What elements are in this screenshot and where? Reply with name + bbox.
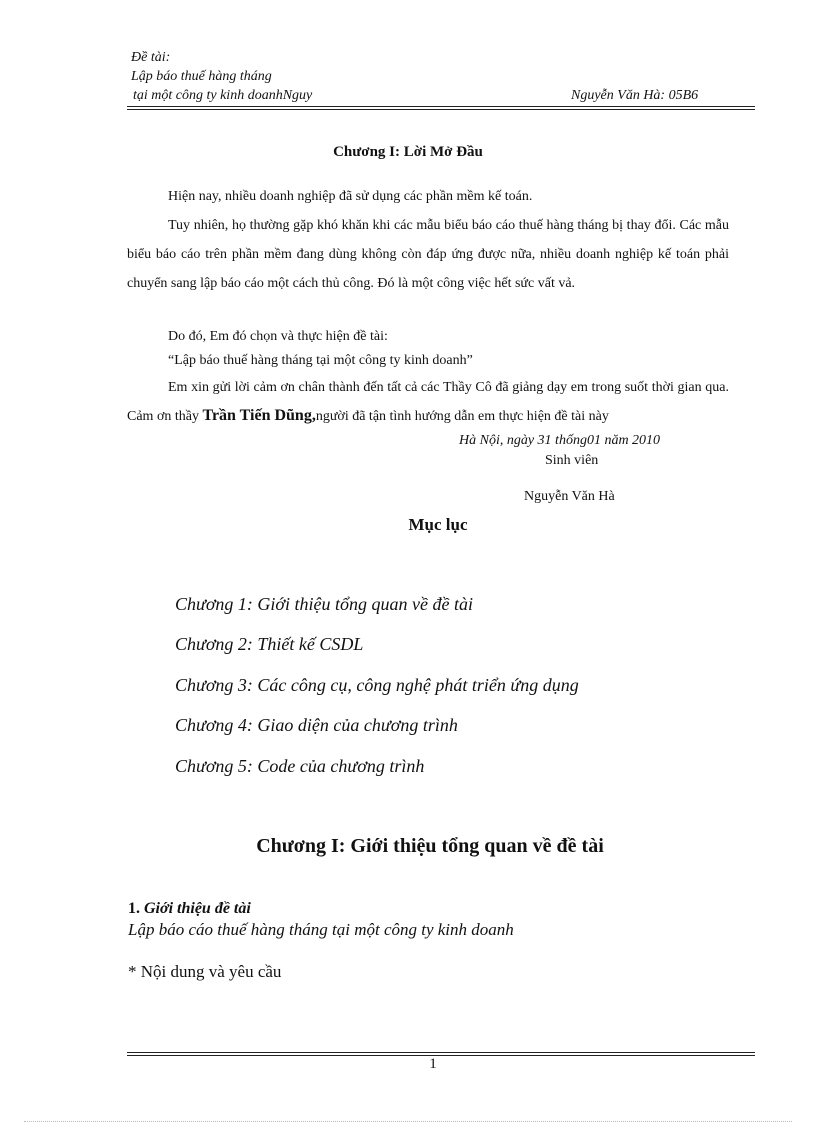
thanks-text: Em xin gửi lời cảm ơn chân thành đến tất cả các Thầy Cô đã giảng dạy em trong suốt thời gian qua. Cảm ơn thầy xyxy=(127,380,729,424)
intro-paragraph-5 xyxy=(127,374,729,431)
toc-title: Mục lục xyxy=(408,515,468,534)
subsection-heading: * Nội dung và yêu cầu xyxy=(128,962,282,981)
page-edge xyxy=(24,1121,792,1122)
header-author: Nguyễn Văn Hà: 05B6 xyxy=(571,88,699,103)
toc-item: Chương 5: Code của chương trình xyxy=(175,756,425,776)
intro-title xyxy=(0,144,816,161)
signature-line: Nguyễn Văn Hà xyxy=(524,489,615,504)
section-title: Giới thiệu đề tài xyxy=(144,900,251,917)
toc-item: Chương 3: Các công cụ, công nghệ phát triển ứng dụng xyxy=(175,675,579,695)
header-label: Đề tài: xyxy=(131,50,171,65)
section-heading xyxy=(128,900,251,918)
intro-paragraph-4: “Lập báo thuế hàng tháng tại một công ty kinh doanh” xyxy=(168,353,473,368)
chapter-title: Chương I: Giới thiệu tổng quan về đề tài xyxy=(256,835,604,857)
date-line: Hà Nội, ngày 31 thống01 năm 2010 xyxy=(459,433,661,448)
toc-item: Chương 2: Thiết kế CSDL xyxy=(175,634,364,654)
header-title-line2: tại một công ty kinh doanhNguy xyxy=(133,88,313,103)
intro-paragraph-2: Tuy nhiên, họ thường gặp khó khăn khi các mẫu biểu báo cáo thuế hàng tháng bị thay đổi. Các mẫu biểu báo cáo trên phần mềm đang dùng không còn đáp ứng được nữa, nhiều doanh nghiệp kế toán phải chuyển sang lập báo cáo một cách thủ công. Đó là một công việc hết sức vất vả. xyxy=(127,218,729,291)
header-title-line1: Lập báo thuế hàng tháng xyxy=(131,69,272,84)
intro-paragraph-1: Hiện nay, nhiều doanh nghiệp đã sử dụng các phần mềm kế toán. xyxy=(168,189,533,204)
intro-paragraph-3: Do đó, Em đó chọn và thực hiện đề tài: xyxy=(168,329,388,344)
page-number: 1 xyxy=(429,1056,437,1072)
section-number: 1. xyxy=(128,900,140,917)
toc-item: Chương 1: Giới thiệu tổng quan về đề tài xyxy=(175,594,473,614)
advisor-name: Trần Tiến Dũng, xyxy=(202,407,316,424)
intro-title-rest: Lời Mở Đầu xyxy=(403,144,483,160)
role-line: Sinh viên xyxy=(545,453,599,468)
section-text: Lập báo cáo thuế hàng tháng tại một công ty kinh doanh xyxy=(128,920,514,939)
header-rule xyxy=(127,106,755,110)
toc-item: Chương 4: Giao diện của chương trình xyxy=(175,715,458,735)
intro-title-prefix: Chương I: xyxy=(333,144,401,160)
thanks-text-end: người đã tận tình hướng dẫn em thực hiện đề tài này xyxy=(315,409,609,424)
